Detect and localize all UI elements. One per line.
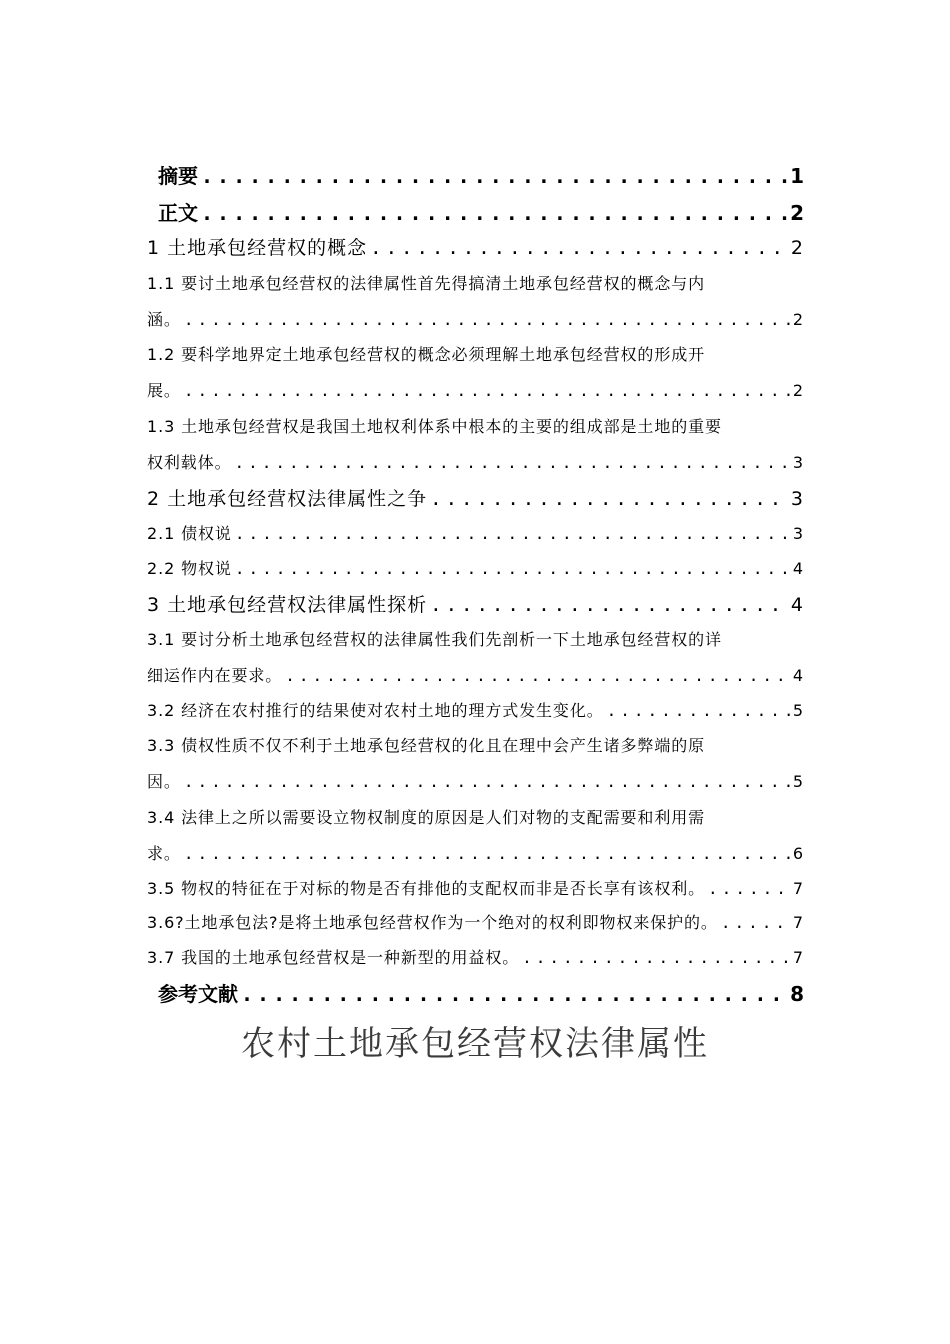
toc-entry-1-3-line1[interactable]: 1.3 土地承包经营权是我国土地权利体系中根本的主要的组成部是土地的重要 [147, 417, 722, 436]
toc-leader-dots [235, 524, 790, 543]
toc-entry-1-1-line1[interactable]: 1.1 要讨土地承包经营权的法律属性首先得搞清土地承包经营权的概念与内 [147, 274, 706, 293]
toc-entry-label: 2 土地承包经营权法律属性之争 [147, 488, 428, 510]
toc-leader-dots [235, 559, 790, 578]
toc-entry-label: 摘要 [158, 164, 198, 188]
toc-leader-dots [370, 237, 788, 259]
toc-leader-dots [285, 666, 790, 685]
toc-entry-3-5[interactable] [147, 876, 803, 899]
toc-page-number: 5 [792, 701, 803, 720]
toc-leader-dots [430, 488, 788, 510]
toc-entry-label: 涵。 [147, 310, 181, 329]
toc-entry-label: 3.5 物权的特征在于对标的物是否有排他的支配权而非是否长享有该权利。 [147, 879, 706, 898]
toc-page-number: 7 [792, 913, 803, 932]
toc-entry-label: 展。 [147, 381, 181, 400]
toc-entry-label: 正文 [158, 201, 198, 225]
toc-entry-3-1[interactable] [147, 663, 803, 686]
document-title: 农村土地承包经营权法律属性 [241, 1024, 709, 1064]
toc-entry-label: 细运作内在要求。 [147, 666, 283, 685]
toc-entry-1-1[interactable] [147, 307, 803, 330]
toc-page-number: 2 [792, 381, 803, 400]
toc-leader-dots [708, 879, 790, 898]
toc-entry-body[interactable] [158, 197, 804, 226]
toc-page-number: 3 [790, 488, 803, 510]
toc-entry-3-7[interactable] [147, 945, 803, 968]
toc-entry-2-1[interactable] [147, 521, 803, 544]
toc-entry-label: 参考文献 [158, 982, 238, 1006]
toc-entry-3-4-line1[interactable]: 3.4 法律上之所以需要设立物权制度的原因是人们对物的支配需要和利用需 [147, 808, 706, 827]
toc-leader-dots [184, 844, 790, 863]
toc-leader-dots [430, 594, 788, 616]
toc-entry-references[interactable] [158, 978, 804, 1007]
toc-page-number: 2 [792, 310, 803, 329]
toc-leader-dots [201, 164, 787, 188]
toc-entry-label: 3.7 我国的土地承包经营权是一种新型的用益权。 [147, 948, 520, 967]
toc-entry-label: 3.2 经济在农村推行的结果使对农村土地的理方式发生变化。 [147, 701, 604, 720]
toc-entry-label: 因。 [147, 772, 181, 791]
toc-page-number: 7 [792, 948, 803, 967]
toc-entry-3-3-line1[interactable]: 3.3 债权性质不仅不利于土地承包经营权的化且在理中会产生诸多弊端的原 [147, 736, 706, 755]
toc-page-number: 7 [792, 879, 803, 898]
toc-leader-dots [607, 701, 790, 720]
toc-leader-dots [721, 913, 790, 932]
toc-entry-label: 1 土地承包经营权的概念 [147, 237, 368, 259]
toc-entry-section-2[interactable] [147, 484, 803, 511]
toc-page-number: 3 [792, 453, 803, 472]
toc-entry-label: 2.1 债权说 [147, 524, 232, 543]
toc-page-number: 5 [792, 772, 803, 791]
toc-page-number: 4 [792, 559, 803, 578]
toc-entry-label: 3 土地承包经营权法律属性探析 [147, 594, 428, 616]
toc-leader-dots [201, 201, 787, 225]
toc-entry-1-2[interactable] [147, 378, 803, 401]
toc-page-number: 8 [790, 982, 804, 1006]
toc-entry-section-3[interactable] [147, 590, 803, 617]
toc-leader-dots [184, 772, 790, 791]
toc-entry-3-6[interactable] [147, 910, 803, 933]
toc-entry-3-1-line1[interactable]: 3.1 要讨分析土地承包经营权的法律属性我们先剖析一下土地承包经营权的详 [147, 630, 722, 649]
toc-entry-3-3[interactable] [147, 769, 803, 792]
toc-entry-3-2[interactable] [147, 698, 803, 721]
toc-page-number: 4 [792, 666, 803, 685]
toc-page-number: 2 [790, 201, 804, 225]
toc-entry-3-4[interactable] [147, 841, 803, 864]
toc-entry-label: 权利载体。 [147, 453, 232, 472]
toc-leader-dots [184, 381, 790, 400]
toc-entry-section-1[interactable] [147, 233, 803, 260]
toc-leader-dots [235, 453, 790, 472]
toc-entry-abstract[interactable] [158, 160, 804, 189]
toc-entry-label: 3.6?土地承包法?是将土地承包经营权作为一个绝对的权利即物权来保护的。 [147, 913, 718, 932]
toc-page-number: 3 [792, 524, 803, 543]
toc-page-number: 1 [790, 164, 804, 188]
toc-entry-1-2-line1[interactable]: 1.2 要科学地界定土地承包经营权的概念必须理解土地承包经营权的形成开 [147, 345, 706, 364]
toc-entry-label: 2.2 物权说 [147, 559, 232, 578]
toc-leader-dots [522, 948, 790, 967]
toc-page-number: 2 [790, 237, 803, 259]
toc-leader-dots [241, 982, 787, 1006]
toc-leader-dots [184, 310, 790, 329]
toc-entry-label: 求。 [147, 844, 181, 863]
toc-entry-1-3[interactable] [147, 450, 803, 473]
toc-page-number: 6 [792, 844, 803, 863]
toc-entry-2-2[interactable] [147, 556, 803, 579]
toc-page-number: 4 [790, 594, 803, 616]
